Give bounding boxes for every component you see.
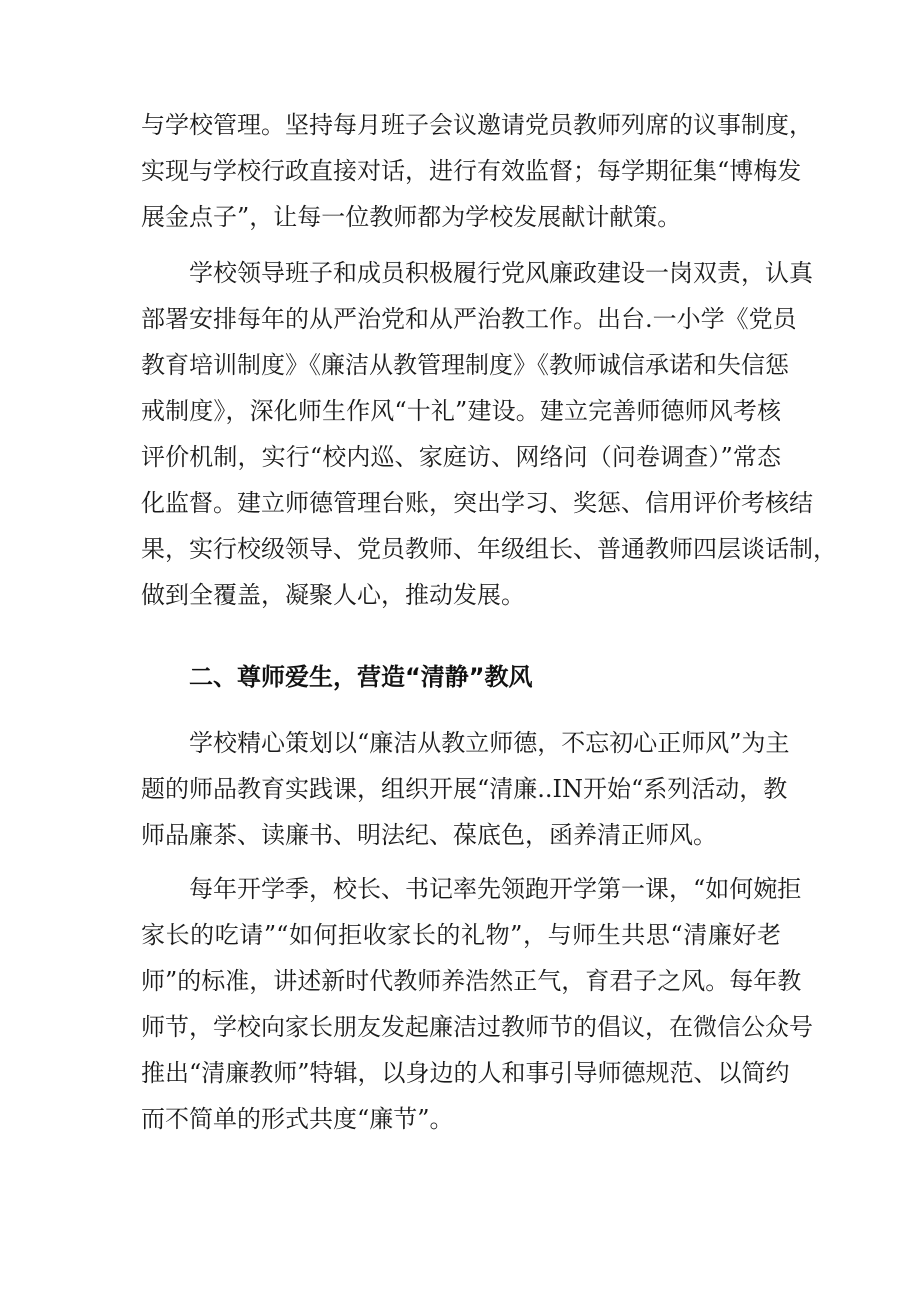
text-line: 教育培训制度》《廉洁从教管理制度》《教师诚信承诺和失信惩: [141, 351, 789, 379]
text-line: 部署安排每年的从严治党和从严治教工作。出台.一小学《党员: [141, 305, 797, 333]
text-line: 题的师品教育实践课，组织开展“清廉..IN开始“系列活动，教: [141, 775, 788, 803]
text-line: 每年开学季，校长、书记率先领跑开学第一课，“如何婉拒: [189, 875, 802, 903]
text-line: 而不简单的形式共度“廉节”。: [141, 1105, 454, 1133]
text-line: 学校精心策划以“廉洁从教立师德，不忘初心正师风”为主: [189, 729, 790, 757]
text-line: 戒制度》，深化师生作风“十礼”建设。建立完善师德师风考核: [141, 397, 781, 425]
text-line: 评价机制，实行“校内巡、家庭访、网络问（问卷调查）”常态: [141, 443, 781, 471]
text-line: 师品廉茶、读廉书、明法纪、葆底色，函养清正师风。: [141, 821, 717, 849]
text-line: 师节，学校向家长朋友发起廉洁过教师节的倡议，在微信公众号: [141, 1013, 813, 1041]
text-line: 与学校管理。坚持每月班子会议邀请党员教师列席的议事制度，: [141, 111, 813, 139]
text-line: 化监督。建立师德管理台账，突出学习、奖惩、信用评价考核结: [141, 489, 813, 517]
text-line: 展金点子”，让每一位教师都为学校发展献计献策。: [141, 203, 682, 231]
text-line: 果，实行校级领导、党员教师、年级组长、普通教师四层谈话制，: [141, 535, 837, 563]
text-line: 实现与学校行政直接对话，进行有效监督；每学期征集“博梅发: [141, 157, 802, 185]
text-line: 做到全覆盖，凝聚人心，推动发展。: [141, 581, 525, 609]
text-line: 家长的吃请”“如何拒收家长的礼物”，与师生共思“清廉好老: [141, 921, 781, 949]
section-heading: 二、尊师爱生，营造“清静”教风: [189, 663, 533, 691]
text-line: 师”的标准，讲述新时代教师养浩然正气，育君子之风。每年教: [141, 967, 802, 995]
text-line: 学校领导班子和成员积极履行党风廉政建设一岗双责，认真: [189, 259, 813, 287]
text-line: 推出“清廉教师”特辑，以身边的人和事引导师德规范、以简约: [141, 1059, 790, 1087]
